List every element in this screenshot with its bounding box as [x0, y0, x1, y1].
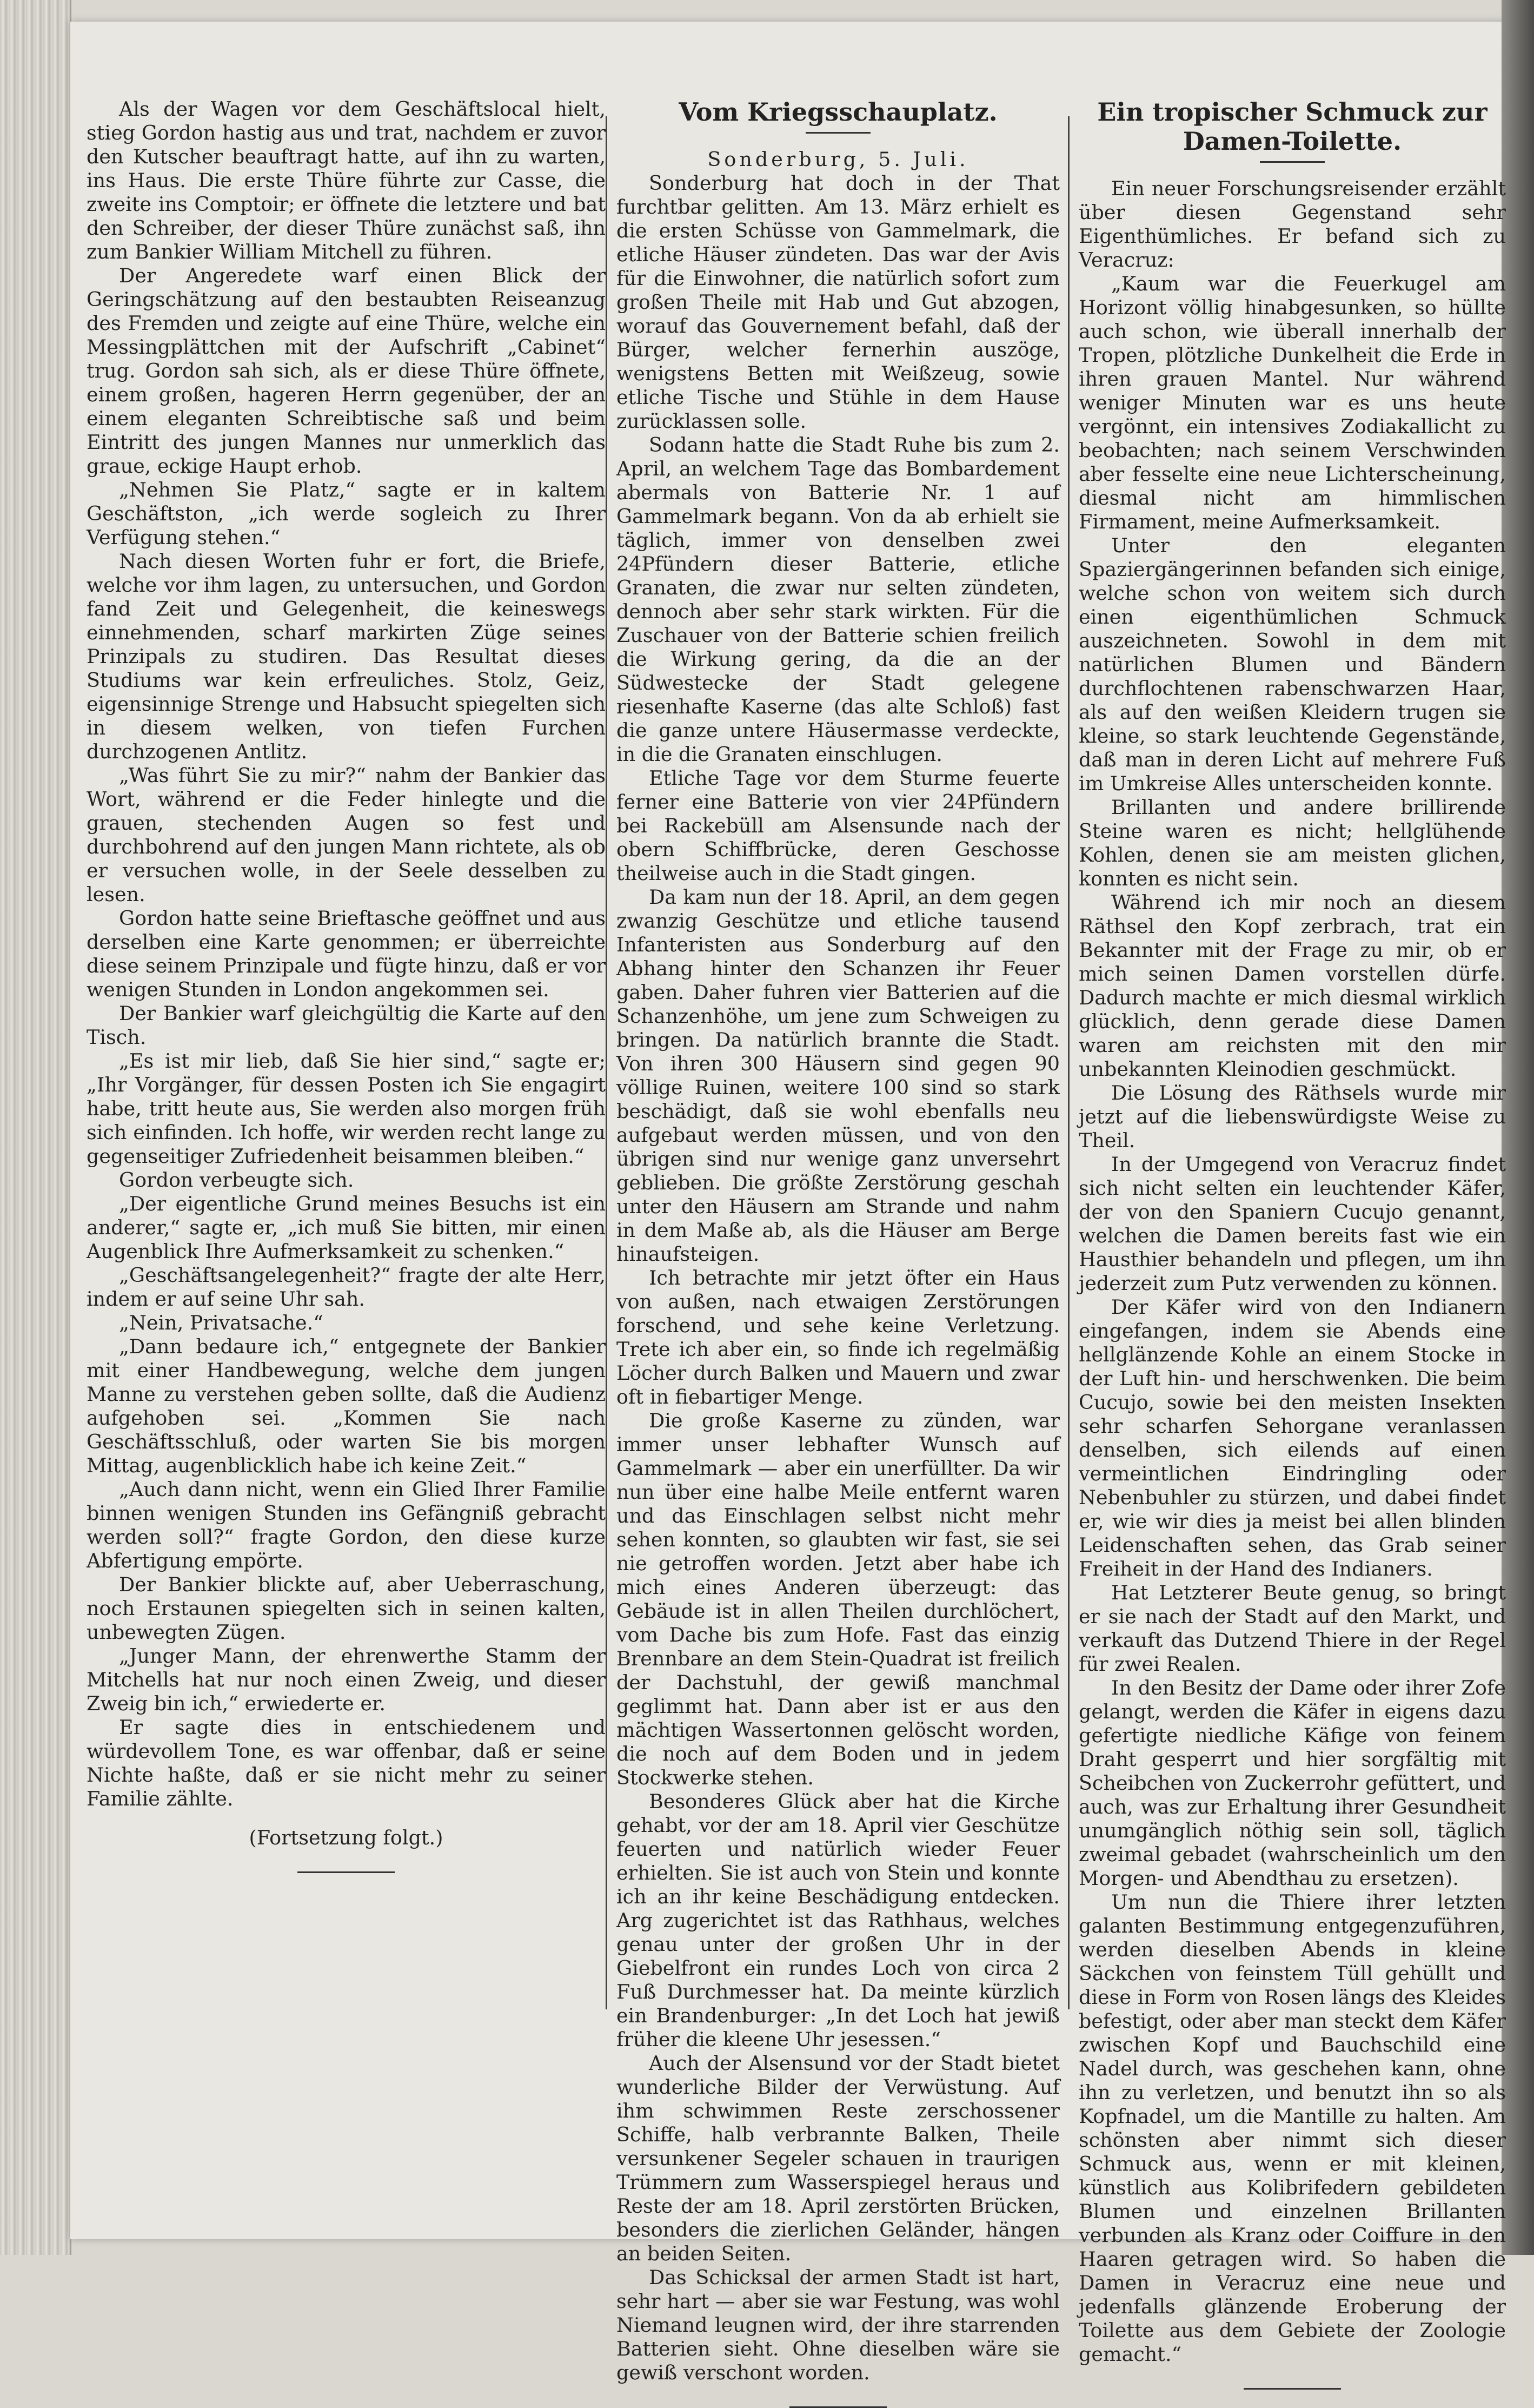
paragraph: „Auch dann nicht, wenn ein Glied Ihrer Familie binnen wenigen Stunden ins Gefängniß gebracht werden soll?“ fragte Gordon, den diese kurze Abfertigung empörte. [87, 1478, 606, 1572]
continuation-note: (Fortsetzung folgt.) [249, 1826, 443, 1849]
column-story-continuation [87, 97, 606, 1873]
paragraph: „Nehmen Sie Platz,“ sagte er in kaltem Geschäftston, „ich werde sogleich zu Ihrer Verfügung stehen.“ [87, 478, 606, 549]
column-war-report [616, 97, 1060, 2408]
paragraph: Sodann hatte die Stadt Ruhe bis zum 2. April, an welchem Tage das Bombardement abermals von Batterie Nr. 1 auf Gammelmark begann. Von da ab erhielt sie täglich, immer von denselben zwei 24Pfündern dieser Batterie, etliche Granaten, die zwar nur selten zündeten, dennoch aber sehr stark wirkten. Für die Zuschauer von der Batterie schien freilich die Wirkung gering, da die an der Südwestecke der Stadt gelegene riesenhafte Kaserne (das alte Schloß) fast die ganze untere Häusermasse verdeckte, in die die Granaten einschlugen. [616, 433, 1060, 766]
stacked-page-edges [0, 0, 71, 2255]
column-divider-right [1068, 116, 1070, 2009]
paragraph: Während ich mir noch an diesem Räthsel den Kopf zerbrach, trat ein Bekannter mit der Frage zu mir, ob er mich seinen Damen vorstellen dürfe. Dadurch machte er mich diesmal wirklich glücklich, denn gerade diese Damen waren am reichsten mit den mir unbekannten Kleinodien geschmückt. [1079, 891, 1506, 1081]
article-heading: Vom Kriegsschauplatz. [679, 97, 998, 127]
paragraph: In der Umgegend von Veracruz findet sich nicht selten ein leuchtender Käfer, der von den Spaniern Cucujo genannt, welchen die Damen bereits fast wie ein Hausthier behandeln und pflegen, um ihn jederzeit zum Putz verwenden zu können. [1079, 1153, 1506, 1295]
paragraph: Auch der Alsensund vor der Stadt bietet wunderliche Bilder der Verwüstung. Auf ihm schwimmen Reste zerschossener Schiffe, halb verbrannte Balken, Theile versunkener Segeler schauen in traurigen Trümmern zum Wasserspiegel heraus und Reste der am 18. April zerstörten Brücken, besonders die zierlichen Geländer, hängen an beiden Seiten. [616, 2052, 1060, 2265]
paragraph: Er sagte dies in entschiedenem und würdevollem Tone, es war offenbar, daß er seine Nichte haßte, daß er sie nicht mehr zu seiner Familie zählte. [87, 1716, 606, 1810]
column-tropical-jewelry [1079, 97, 1506, 2390]
paragraph: Unter den eleganten Spaziergängerinnen befanden sich einige, welche schon von weitem sich durch einen eigenthümlichen Schmuck auszeichneten. Sowohl in dem mit natürlichen Blumen und Bändern durchflochtenen rabenschwarzen Haar, als auf den weißen Kleidern trugen sie kleine, so stark leuchtende Gegenstände, daß man in deren Licht auf mehrere Fuß im Umkreise Alles unterscheiden konnte. [1079, 534, 1506, 795]
paragraph: Gordon hatte seine Brieftasche geöffnet und aus derselben eine Karte genommen; er überreichte diese seinem Prinzipale und fügte hinzu, daß er vor wenigen Stunden in London angekommen sei. [87, 907, 606, 1001]
paragraph: In den Besitz der Dame oder ihrer Zofe gelangt, werden die Käfer in eigens dazu gefertigte niedliche Käfige von feinem Draht gesperrt und hier sorgfältig mit Scheibchen von Zuckerrohr gefüttert, und auch, was zur Erhaltung ihrer Gesundheit unumgänglich nöthig sein soll, täglich zweimal gebadet (wahrscheinlich um den Morgen- und Abendthau zu ersetzen). [1079, 1676, 1506, 1890]
paragraph: „Dann bedaure ich,“ entgegnete der Bankier mit einer Handbewegung, welche dem jungen Manne zu verstehen geben sollte, daß die Audienz aufgehoben sei. „Kommen Sie nach Geschäftsschluß, oder warten Sie bis morgen Mittag, augenblicklich habe ich keine Zeit.“ [87, 1335, 606, 1477]
paragraph: „Geschäftsangelegenheit?“ fragte der alte Herr, indem er auf seine Uhr sah. [87, 1263, 606, 1311]
column-divider-left [606, 116, 607, 2009]
paragraph: Da kam nun der 18. April, an dem gegen zwanzig Geschütze und etliche tausend Infanteristen aus Sonderburg auf den Abhang hinter den Schanzen ihr Feuer gaben. Daher fuhren vier Batterien auf die Schanzenhöhe, um jene zum Schweigen zu bringen. Da natürlich brannte die Stadt. Von ihren 300 Häusern sind gegen 90 völlige Ruinen, weitere 100 sind so stark beschädigt, daß sie wohl ebenfalls neu aufgebaut werden müssen, und von den übrigen sind nur wenige ganz unversehrt geblieben. Die größte Zerstörung geschah unter den Häusern am Strande und nahm in dem Maße ab, als die Häuser am Berge hinaufsteigen. [616, 885, 1060, 1266]
heading-rule [1260, 161, 1325, 163]
end-rule [297, 1871, 395, 1873]
paragraph: Die Lösung des Räthsels wurde mir jetzt auf die liebenswürdigste Weise zu Theil. [1079, 1081, 1506, 1152]
heading-rule [806, 132, 871, 134]
article-heading: Ein tropischer Schmuck zur Damen-Toilette. [1097, 97, 1487, 156]
paragraph: Brillanten und andere brillirende Steine waren es nicht; hellglühende Kohlen, denen sie am meisten glichen, konnten es nicht sein. [1079, 796, 1506, 890]
paragraph: Der Angeredete warf einen Blick der Geringschätzung auf den bestaubten Reiseanzug des Fremden und zeigte auf eine Thüre, welche ein Messingplättchen mit der Aufschrift „Cabinet“ trug. Gordon sah sich, als er diese Thüre öffnete, einem großen, hageren Herrn gegenüber, der an einem eleganten Schreibtische saß und beim Eintritt des jungen Mannes nur unmerklich das graue, eckige Haupt erhob. [87, 264, 606, 478]
paragraph: Um nun die Thiere ihrer letzten galanten Bestimmung entgegenzuführen, werden dieselben Abends in kleine Säckchen von feinstem Tüll gehüllt und diese in Form von Rosen längs des Kleides befestigt, oder aber man steckt dem Käfer zwischen Kopf und Bauchschild eine Nadel durch, was geschehen kann, ohne ihn zu verletzen, und benutzt ihn so als Kopfnadel, um die Mantille zu halten. Am schönsten aber nimmt sich dieser Schmuck aus, wenn er mit kleinen, künstlich aus Kolibrifedern gebildeten Blumen und einzelnen Brillanten verbunden als Kranz oder Coiffure in den Haaren getragen wird. So haben die Damen in Veracruz eine neue und jedenfalls glänzende Eroberung der Toilette aus dem Gebiete der Zoologie gemacht.“ [1079, 1890, 1506, 2366]
paragraph: „Nein, Privatsache.“ [119, 1311, 323, 1334]
book-binding [1502, 0, 1534, 2255]
paragraph: „Junger Mann, der ehrenwerthe Stamm der Mitchells hat nur noch einen Zweig, und dieser Zweig bin ich,“ erwiederte er. [87, 1644, 606, 1715]
paragraph: Ein neuer Forschungsreisender erzählt über diesen Gegenstand sehr Eigenthümliches. Er befand sich zu Veracruz: [1079, 177, 1506, 272]
paragraph: „Der eigentliche Grund meines Besuchs ist ein anderer,“ sagte er, „ich muß Sie bitten, mir einen Augenblick Ihre Aufmerksamkeit zu schenken.“ [87, 1192, 606, 1263]
paragraph: Gordon verbeugte sich. [119, 1168, 354, 1192]
paragraph: Der Käfer wird von den Indianern eingefangen, indem sie Abends eine hellglänzende Kohle an einem Stocke in der Luft hin- und herschwenken. Die beim Cucujo, sowie bei den meisten Insekten sehr scharfen Sehorgane veranlassen denselben, sich eilends auf einen vermeintlichen Eindringling oder Nebenbuhler zu stürzen, und dabei findet er, wie wir dies ja meist bei allen blinden Leidenschaften sehen, das Grab seiner Freiheit in der Hand des Indianers. [1079, 1295, 1506, 1580]
paragraph: Das Schicksal der armen Stadt ist hart, sehr hart — aber sie war Festung, was wohl Niemand leugnen wird, der ihre starrenden Batterien sieht. Ohne dieselben wäre sie gewiß verschont worden. [616, 2266, 1060, 2384]
paragraph: Hat Letzterer Beute genug, so bringt er sie nach der Stadt auf den Markt, und verkauft das Dutzend Thiere in der Regel für zwei Realen. [1079, 1581, 1506, 1676]
paragraph: Als der Wagen vor dem Geschäftslocal hielt, stieg Gordon hastig aus und trat, nachdem er zuvor den Kutscher beauftragt hatte, auf ihn zu warten, ins Haus. Die erste Thüre führte zur Casse, die zweite ins Comptoir; er öffnete die letztere und bat den Schreiber, der dieser Thüre zunächst saß, ihn zum Bankier William Mitchell zu führen. [87, 97, 606, 263]
dateline: Sonderburg, 5. Juli. [707, 148, 969, 171]
paragraph: „Es ist mir lieb, daß Sie hier sind,“ sagte er; „Ihr Vorgänger, für dessen Posten ich Sie engagirt habe, tritt heute aus, Sie werden also morgen früh sich einfinden. Ich hoffe, wir werden recht lange zu gegenseitiger Zufriedenheit beisammen bleiben.“ [87, 1049, 606, 1168]
end-rule [1244, 2388, 1341, 2390]
paragraph: Ich betrachte mir jetzt öfter ein Haus von außen, nach etwaigen Zerstörungen forschend, und sehe keine Verletzung. Trete ich aber ein, so finde ich regelmäßig Löcher durch Balken und Mauern und zwar oft in fiebartiger Menge. [616, 1266, 1060, 1408]
paragraph: Nach diesen Worten fuhr er fort, die Briefe, welche vor ihm lagen, zu untersuchen, und Gordon fand Zeit und Gelegenheit, die keineswegs einnehmenden, scharf markirten Züge seines Prinzipals zu studiren. Das Resultat dieses Studiums war kein erfreuliches. Stolz, Geiz, eigensinnige Strenge und Habsucht spiegelten sich in diesem welken, von tiefen Furchen durchzogenen Antlitz. [87, 550, 606, 763]
paragraph: Der Bankier blickte auf, aber Ueberraschung, noch Erstaunen spiegelten sich in seinen kalten, unbewegten Zügen. [87, 1573, 606, 1644]
paragraph: „Kaum war die Feuerkugel am Horizont völlig hinabgesunken, so hüllte auch schon, wie überall innerhalb der Tropen, plötzliche Dunkelheit die Erde in ihren grauen Mantel. Nur während weniger Minuten war es uns heute vergönnt, ein intensives Zodiakallicht zu beobachten; nach seinem Verschwinden aber fesselte eine neue Lichterscheinung, diesmal nicht am himmlischen Firmament, meine Aufmerksamkeit. [1079, 272, 1506, 533]
paragraph: „Was führt Sie zu mir?“ nahm der Bankier das Wort, während er die Feder hinlegte und die grauen, stechenden Augen so fest und durchbohrend auf den jungen Mann richtete, als ob er versuchen wolle, in der Seele desselben zu lesen. [87, 764, 606, 906]
paragraph: Sonderburg hat doch in der That furchtbar gelitten. Am 13. März erhielt es die ersten Schüsse von Gammelmark, die etliche Häuser zündeten. Das war der Avis für die Einwohner, die natürlich sofort zum großen Theile mit Hab und Gut abzogen, worauf das Gouvernement befahl, daß der Bürger, welcher fernerhin auszöge, wenigstens Betten mit Weißzeug, sowie etliche Tische und Stühle in dem Hause zurücklassen solle. [616, 171, 1060, 433]
paragraph: Die große Kaserne zu zünden, war immer unser lebhafter Wunsch auf Gammelmark — aber ein unerfüllter. Da wir nun über eine halbe Meile entfernt waren und das Einschlagen selbst nicht mehr sehen konnten, so glaubten wir fast, sie sei nie getroffen worden. Jetzt aber habe ich mich eines Anderen überzeugt: das Gebäude ist in allen Theilen durchlöchert, vom Dache bis zum Hofe. Fast das einzig Brennbare an dem Stein-Quadrat ist freilich der Dachstuhl, der gewiß manchmal geglimmt hat. Dann aber ist er aus den mächtigen Wassertonnen gelöscht worden, die noch auf dem Boden und in jedem Stockwerke stehen. [616, 1409, 1060, 1789]
paragraph: Etliche Tage vor dem Sturme feuerte ferner eine Batterie von vier 24Pfündern bei Rackebüll am Alsensunde nach der obern Schiffbrücke, deren Geschosse theilweise auch in die Stadt gingen. [616, 766, 1060, 885]
paragraph: Besonderes Glück aber hat die Kirche gehabt, vor der am 18. April vier Geschütze feuerten und natürlich wieder Feuer erhielten. Sie ist auch von Stein und konnte ich an ihr keine Beschädigung entdecken. Arg zugerichtet ist das Rathhaus, welches genau unter der großen Uhr in der Giebelfront ein rundes Loch von circa 2 Fuß Durchmesser hat. Da meinte kürzlich ein Brandenburger: „In det Loch hat jewiß früher die kleene Uhr jesessen.“ [616, 1790, 1060, 2051]
paragraph: Der Bankier warf gleichgültig die Karte auf den Tisch. [87, 1002, 606, 1049]
